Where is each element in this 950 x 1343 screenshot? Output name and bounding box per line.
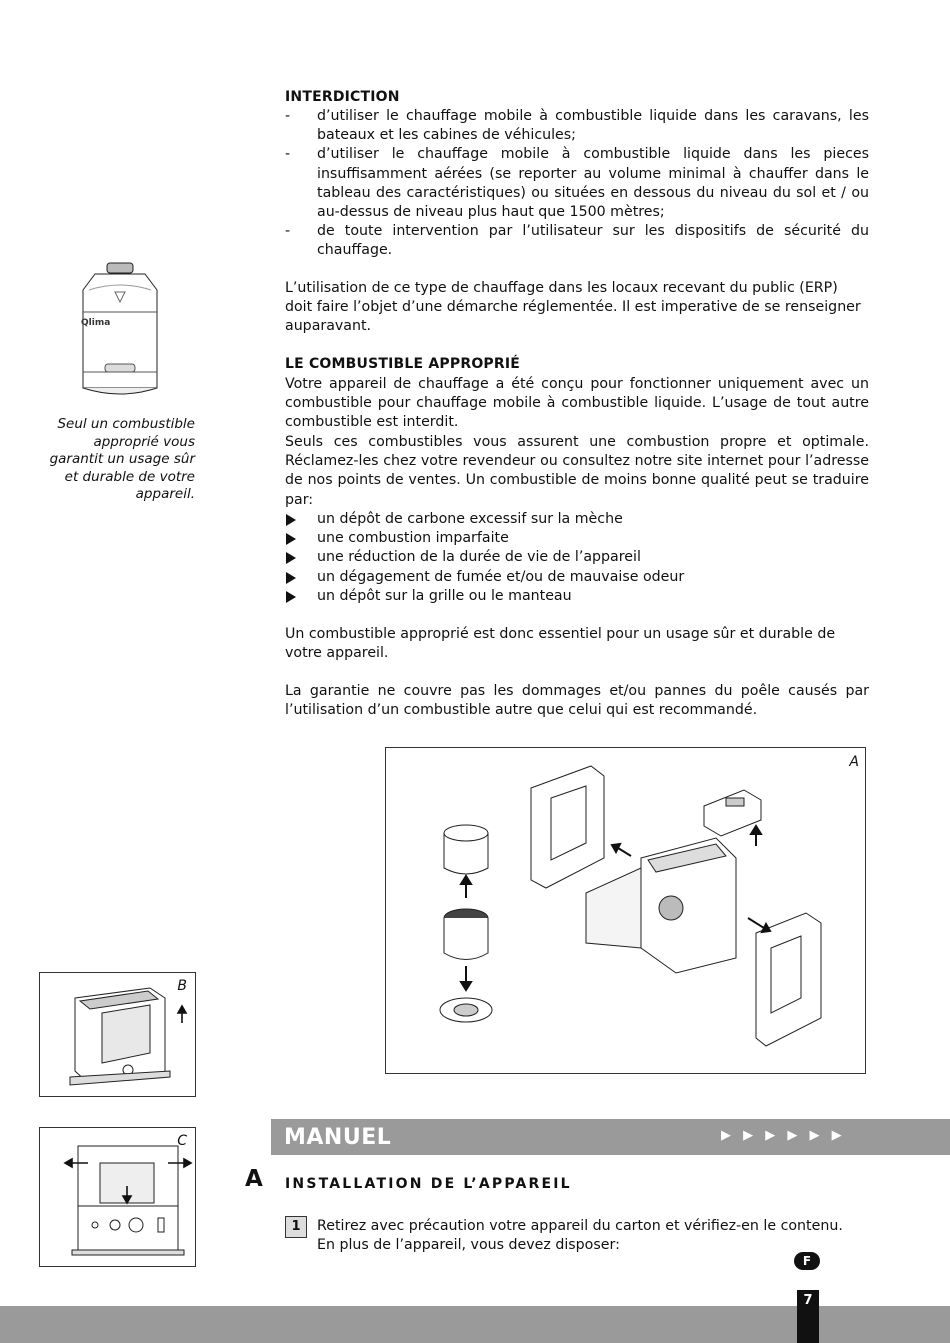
list-item: - d’utiliser le chauffage mobile à combustible liquide dans les caravans, les bateaux et les cabines de véhicules; [285,108,869,144]
manuel-title: MANUEL [284,1125,392,1150]
language-badge: F [794,1252,820,1270]
heater-front-drawing [40,1128,195,1266]
step-line-2: En plus de l’appareil, vous devez disposer: [317,1237,620,1254]
qlima-logo: Qlima [81,318,111,328]
heater-side-drawing [40,973,195,1096]
step-number: 1 [285,1216,307,1238]
figure-c-label: C [177,1133,187,1149]
page-number: 7 [797,1290,819,1343]
list-item: un dégagement de fumée et/ou de mauvaise odeur [285,568,869,587]
fuel-canister-illustration [75,260,165,408]
erp-paragraph: L’utilisation de ce type de chauffage dans les locaux recevant du public (ERP) doit faire l’objet d’une démarche réglementée. Il est imperative de se renseigner auparavant. [285,280,861,335]
figure-b-label: B [177,978,187,994]
list-item: - d’utiliser le chauffage mobile à combustible liquide dans les pieces insuffisamment aérées (se reporter au volume minimal à chauffer dans le tableau des caractéristiques) ou situées en dessous du niveau du sol et / ou au-dessus de niveau plus haut que 1500 mètres; [285,146,869,221]
list-item: une combustion imparfaite [285,529,869,548]
step-line-1: Retirez avec précaution votre appareil du carton et vérifiez-en le contenu. [317,1218,843,1234]
canister-caption: Seul un combustible approprié vous garantit un usage sûr et durable de votre appareil. [49,416,195,502]
combustible-paragraph-4: La garantie ne couvre pas les dommages et/ou pannes du poêle causés par l’utilisation d’un combustible autre que celui qui est recommandé. [285,683,869,719]
step-text [317,1217,877,1255]
exploded-heater-drawing [386,748,865,1073]
combustible-bullet-list [285,510,869,606]
interdiction-list [285,107,869,261]
manuel-section-bar [271,1119,950,1155]
interdiction-heading: INTERDICTION [285,89,400,105]
combustible-heading: LE COMBUSTIBLE APPROPRIÉ [285,356,521,372]
list-item: un dépôt sur la grille ou le manteau [285,587,869,606]
figure-a-label: A [849,754,859,770]
arrow-decoration: ▶ ▶ ▶ ▶ ▶ ▶ [721,1128,846,1143]
figure-b [39,972,196,1097]
combustible-paragraph-2: Seuls ces combustibles vous assurent une combustion propre et optimale. Réclamez-les chez votre revendeur ou consultez notre site internet pour l’adresse de nos points de ventes. Un combustible de moins bonne qualité peut se traduire par: [285,434,869,508]
installation-title: INSTALLATION DE L’APPAREIL [285,1176,572,1192]
figure-c [39,1127,196,1267]
combustible-paragraph-1: Votre appareil de chauffage a été conçu pour fonctionner uniquement avec un combustible pour chauffage mobile à combustible liquide. L’usage de tout autre combustible est interdit. [285,376,869,431]
section-letter: A [245,1166,263,1192]
figure-a-exploded-view [385,747,866,1074]
list-item: - de toute intervention par l’utilisateur sur les dispositifs de sécurité du chauffage. [285,223,869,259]
list-item: un dépôt de carbone excessif sur la mèche [285,510,869,529]
combustible-paragraph-3: Un combustible approprié est donc essentiel pour un usage sûr et durable de votre appareil. [285,626,836,662]
list-item: une réduction de la durée de vie de l’appareil [285,548,869,567]
